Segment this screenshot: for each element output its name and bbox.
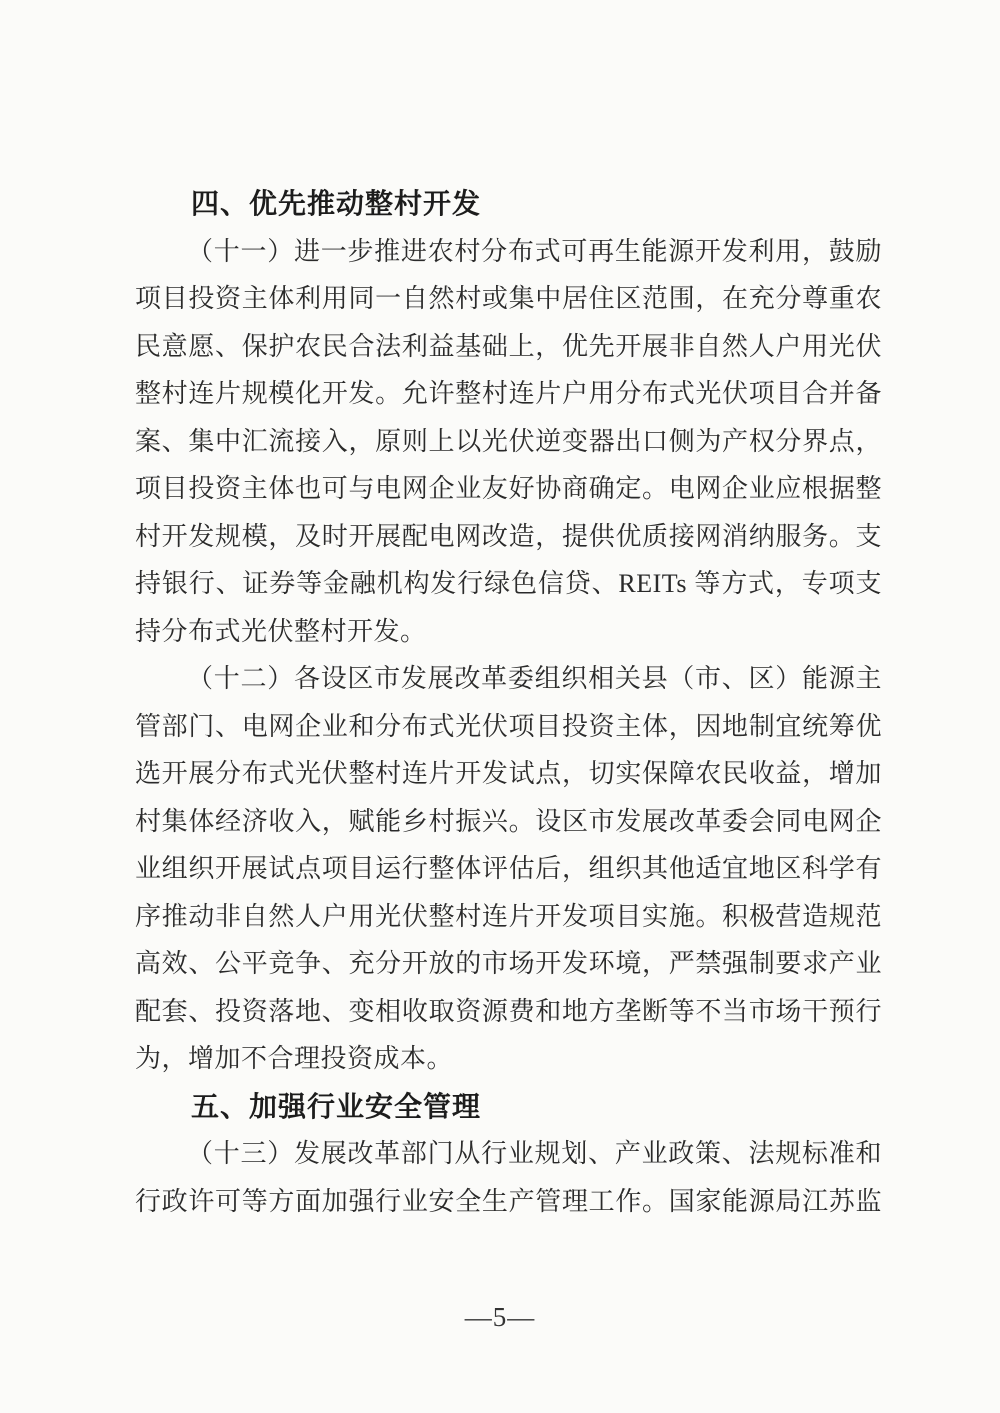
text-line: 整村连片规模化开发。允许整村连片户用分布式光伏项目合并备 (135, 379, 882, 408)
paragraph-item-13 (135, 1130, 882, 1225)
document-body (135, 180, 882, 1225)
text-line: 村集体经济收入，赋能乡村振兴。设区市发展改革委会同电网企 (135, 806, 882, 836)
text-line: 管部门、电网企业和分布式光伏项目投资主体，因地制宜统筹优 (135, 711, 882, 741)
text-line: （十三）发展改革部门从行业规划、产业政策、法规标准和 (187, 1139, 882, 1168)
page-number: —5— (464, 1302, 536, 1332)
text-line: （十二）各设区市发展改革委组织相关县（市、区）能源主 (187, 664, 882, 693)
text-line: 序推动非自然人户用光伏整村连片开发项目实施。积极营造规范 (135, 901, 882, 931)
text-line: 项目投资主体也可与电网企业友好协商确定。电网企业应根据整 (135, 474, 882, 503)
text-line: 行政许可等方面加强行业安全生产管理工作。国家能源局江苏监 (135, 1186, 882, 1216)
text-line: 案、集中汇流接入，原则上以光伏逆变器出口侧为产权分界点， (135, 426, 882, 456)
text-line: 持银行、证券等金融机构发行绿色信贷、REITs 等方式，专项支 (135, 569, 882, 598)
text-line: 持分布式光伏整村开发。 (135, 616, 427, 646)
text-line: 选开展分布式光伏整村连片开发试点，切实保障农民收益，增加 (135, 759, 882, 788)
text-line: 为，增加不合理投资成本。 (135, 1044, 454, 1073)
text-line: 高效、公平竞争、充分开放的市场开发环境，严禁强制要求产业 (135, 949, 882, 978)
text-line: （十一）进一步推进农村分布式可再生能源开发利用，鼓励 (187, 236, 882, 266)
text-line: 民意愿、保护农民合法利益基础上，优先开展非自然人户用光伏 (135, 331, 882, 361)
text-line: 业组织开展试点项目运行整体评估后，组织其他适宜地区科学有 (135, 854, 882, 883)
paragraph-item-12 (135, 655, 882, 1083)
section-heading-4: 四、优先推动整村开发 (191, 188, 482, 219)
text-line: 村开发规模，及时开展配电网改造，提供优质接网消纳服务。支 (135, 521, 882, 551)
text-line: 项目投资主体利用同一自然村或集中居住区范围，在充分尊重农 (135, 284, 882, 313)
section-heading-5: 五、加强行业安全管理 (191, 1090, 482, 1122)
text-line: 配套、投资落地、变相收取资源费和地方垄断等不当市场干预行 (135, 996, 882, 1026)
paragraph-item-11 (135, 228, 882, 656)
